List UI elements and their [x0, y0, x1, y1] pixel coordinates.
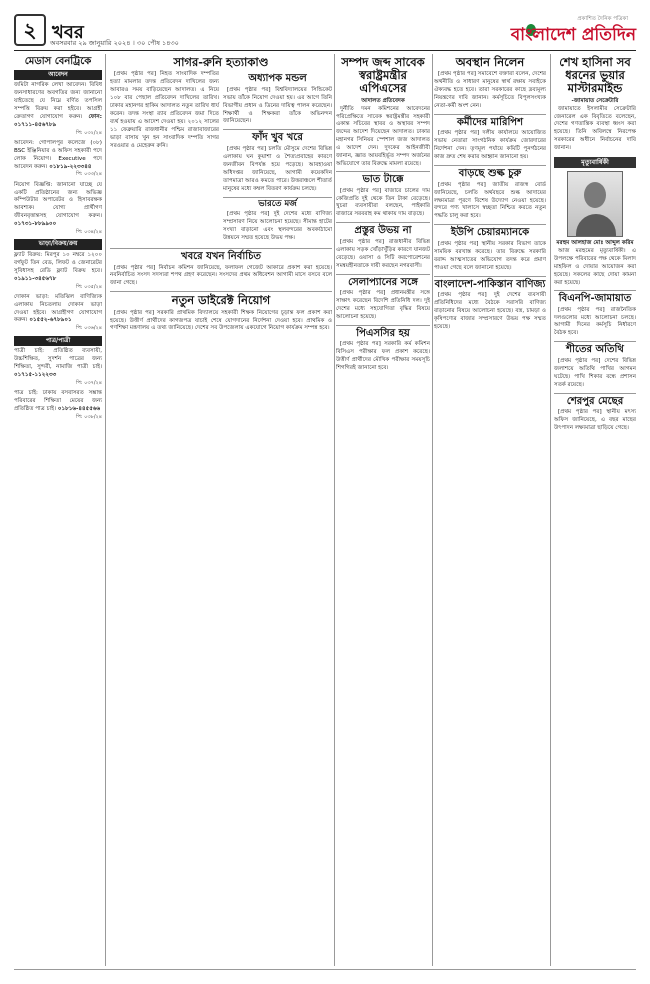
news-story [434, 224, 546, 272]
classified-text: দোকান ভাড়া: মতিঝিল বাণিজ্যিক এলাকায় নিচতলায় দোকান ভাড়া দেওয়া হইবে। আগ্রহীগণ যোগাযোগ করুন। [14, 293, 102, 324]
classified-text: নিয়োগ বিজ্ঞপ্তি: জানানো যাচ্ছে যে একটি প্রতিষ্ঠানের জন্য অভিজ্ঞ কম্পিউটার অপারেটর ও হিসাবরক্ষক আবশ্যক। যোগ্য প্রার্থীগণ জীবনবৃত্তান্তসহ যোগাযোগ করুন। [14, 181, 102, 220]
story-body: [প্রথম পৃষ্ঠার পর] সরকারি প্রাথমিক বিদ্যালয়ে সহকারী শিক্ষক নিয়োগের চূড়ান্ত ফল প্রকাশ করা হয়েছে। উত্তীর্ণ প্রার্থীদের কাগজপত্র যাচাই শেষে যোগদানের নির্দেশনা দেওয়া হবে। প্রাথমিক ও গণশিক্ষা মন্ত্রণালয় এ তথ্য জানিয়েছে। দেশের সব উপজেলায় একযোগে নিয়োগ কার্যক্রম সম্পন্ন হবে। [110, 309, 332, 332]
news-story [110, 291, 332, 333]
story-body: [প্রথম পৃষ্ঠার পর] রাজনৈতিক দলগুলোর মধ্যে আলোচনা চলছে। আগামী দিনের কর্মসূচি নির্ধারণে বৈঠক হবে। [554, 306, 636, 337]
classified-text: জমিটা নাগরিক লেখা আবেদন। বিবিধ জনসাধারণের অবগতির জন্য জানানো যাইতেছে যে নিম্নে বর্ণিত তপসিল সম্পত্তি বিক্রয় করা হইবে। আগ্রহী ক্রেতাগণ যোগাযোগ করুন। [14, 82, 102, 120]
page-number: ২ [14, 14, 46, 46]
middle-byline: আদালত প্রতিবেদক [361, 97, 405, 104]
story-body: [প্রথম পৃষ্ঠার পর] দেশের বিভিন্ন জলাশয়ে অতিথি পাখির আগমন ঘটেছে। পাখি শিকার বন্ধে প্রশাসন সতর্ক রয়েছে। [554, 357, 636, 388]
classified-ad [14, 182, 102, 237]
classified-ref: পি: ০৩৫/২৪ [75, 283, 102, 290]
classified-phone: ০১৯১১-৩৪৫৬৭৮ [14, 275, 57, 282]
story-body: [প্রথম পৃষ্ঠার পর] বিশ্ববিদ্যালয়ের সিন্ডিকেট সভায় তাঁকে নিয়োগ দেওয়া হয়। এর আগে তিনি বিভাগীয় প্রধান ও ডিনের দায়িত্ব পালন করেছেন। শিক্ষার্থী ও শিক্ষকরা তাঁকে অভিনন্দন জানিয়েছেন। [223, 86, 332, 125]
classified-text: পাত্রী চাই: প্রতিষ্ঠিত ব্যবসায়ী, উচ্চশিক্ষিত, সুদর্শন পাত্রের জন্য শিক্ষিতা, সুন্দরী, নামাজি পাত্রী চাই। [14, 348, 102, 370]
classified-phone: ০১৫৫২-৬৭৮৯০১ [29, 317, 72, 324]
side-column [550, 54, 636, 966]
classified-ref: পি: ০৩৩/২৪ [75, 171, 102, 178]
story-headline: বিএনপি-জামায়াত [554, 290, 636, 305]
story-headline: পিএসসির হয় [336, 325, 430, 340]
classified-ad [14, 140, 102, 179]
story-body: [প্রথম পৃষ্ঠার পর] প্রধানমন্ত্রীর সঙ্গে সাক্ষাৎ করেছেন বিদেশি প্রতিনিধি দল। দুই দেশের মধ্যে সহযোগিতা বৃদ্ধির বিষয়ে আলোচনা হয়েছে। [336, 290, 430, 320]
side-subheadline: -জামায়াত সেক্রেটারি [571, 97, 619, 104]
obituary-caption: মরহুম আলহাজ মোঃ আব্দুল করিম [556, 240, 634, 247]
story-headline: ভারতে মর্জ [223, 197, 332, 210]
classified-phone: ০১৮১৯-২২৩৩৪৪ [49, 163, 92, 170]
right-column [434, 54, 636, 966]
lead-headline: সাগর-রুনি হত্যাকাণ্ড [173, 55, 269, 69]
classifieds-title: মেডাস বেনট্রিকে [24, 56, 92, 67]
classified-phone: ০১৮১৬-৪৪৫৫৬৬ [57, 405, 101, 412]
news-story [434, 56, 546, 111]
column-divider [334, 54, 335, 966]
news-story [336, 171, 430, 219]
classified-phone: ০১৭৩১-৮৮৯৯০০ [14, 221, 57, 228]
middle-body: দুর্নীতি দমন কমিশনের আবেদনের পরিপ্রেক্ষিতে সাবেক স্বরাষ্ট্রমন্ত্রীর সহকারী একান্ত সচিবের স্থাবর ও অস্থাবর সম্পদ জব্দের আদেশ দিয়েছেন আদালত। ঢাকার মহানগর সিনিয়র স্পেশাল জজ আদালত এ আদেশ দেন। দুদকের আইনজীবী জানান, জ্ঞাত আয়বহির্ভূত সম্পদ অর্জনের অভিযোগে তার বিরুদ্ধে মামলা রয়েছে। [336, 105, 430, 168]
story-body: [প্রথম পৃষ্ঠার পর] দলীয় কার্যালয়ে আয়োজিত সভায় নেতারা সাংগঠনিক কার্যক্রম জোরদারের নির্দেশনা দেন। তৃণমূল পর্যায়ে কমিটি পুনর্গঠনের কাজ দ্রুত শেষ করার আহ্বান জানানো হয়। [434, 130, 546, 161]
story-headline: অধ্যাপক মন্ডল [248, 73, 307, 85]
news-story [223, 197, 332, 244]
classified-ref: পি: ০৩৪/২৪ [75, 229, 102, 236]
news-story [554, 341, 636, 389]
news-story [336, 325, 430, 373]
masthead-tagline: প্রকাশিত দৈনিক পত্রিকা [577, 16, 628, 22]
column-divider [432, 54, 433, 966]
masthead [510, 16, 636, 52]
news-story [554, 393, 636, 433]
right-stories [434, 54, 546, 966]
story-headline: শীতের অতিথি [554, 341, 636, 356]
story-headline: ফাঁদ খুব খরে [223, 129, 332, 144]
story-body: [প্রথম পৃষ্ঠার পর] সমাবেশে বক্তারা বলেন, দেশের অর্থনীতি ও সাধারণ মানুষের স্বার্থ রক্ষায় সবাইকে ঐক্যবদ্ধ হতে হবে। তারা সরকারের কাছে দ্রব্যমূল্য নিয়ন্ত্রণের দাবি জানান। কর্মসূচিতে বিপুলসংখ্যক নেতা-কর্মী অংশ নেন। [434, 71, 546, 109]
obituary-body: আজ মরহুমের মৃত্যুবার্ষিকী। এ উপলক্ষে পরিবারের পক্ষ থেকে মিলাদ মাহফিল ও দোয়ার আয়োজন করা হয়েছে। সকলের কাছে দোয়া কামনা করা হয়েছে। [554, 248, 636, 287]
section-title: খবর [52, 22, 84, 43]
middle-column [336, 54, 430, 966]
lead-body: [প্রথম পৃষ্ঠার পর] নিহত সাংবাদিক দম্পতির হত্যা মামলার তদন্ত প্রতিবেদন দাখিলের জন্য আবারও সময় বাড়িয়েছেন আদালত। এ নিয়ে ১০৮ বার পেছাল প্রতিবেদন দাখিলের তারিখ। ঢাকার মহানগর হাকিম আদালত নতুন তারিখ ধার্য করেন। তদন্ত সংস্থা র‌্যাব প্রতিবেদন জমা দিতে ব্যর্থ হওয়ায় এ আদেশ দেওয়া হয়। ২০১২ সালের ১১ ফেব্রুয়ারি রাজধানীর পশ্চিম রাজাবাজারের ভাড়া বাসায় খুন হন সাংবাদিক দম্পতি সাগর সরওয়ার ও মেহেরুন রুনি। [110, 71, 219, 149]
header-rule [14, 50, 636, 51]
story-headline: বাংলাদেশ-পাকিস্তান বাণিজ্য [434, 276, 546, 291]
story-headline: অবস্থান নিলেন [455, 55, 525, 69]
classified-phone: ফোন: ০১৭১১-৪৫৬৭৮৯ [14, 113, 102, 128]
classified-ad [14, 348, 102, 387]
classifieds-column [14, 54, 106, 966]
classified-section-heading: আবেদন [14, 70, 102, 81]
story-headline: শেরপুর মেছের [554, 393, 636, 408]
classified-ad [14, 82, 102, 137]
classified-text: আবেদন: গোপালপুর কলেজে (০৮) BSC ইঞ্জিনিয়ার ও অফিস সহকারী পদে লোক নিয়োগ। Executive পদে আবেদন করুন। [14, 139, 102, 170]
classified-text: ফ্ল্যাট বিক্রয়: মিরপুর ১০ নম্বরে ১২০০ বর্গফুট তিন বেড, লিফট ও জেনারেটর সুবিধাসহ রেডি ফ্ল্যাট বিক্রয় হবে। [14, 251, 102, 274]
classified-phone: ০১৭১৫-১১২২৩৩ [14, 371, 57, 378]
news-story [223, 73, 332, 126]
story-headline: ইউপি চেয়ারম্যানকে [434, 224, 546, 239]
news-story [434, 276, 546, 332]
news-story [336, 274, 430, 322]
classified-text: পাত্র চাই: ঢাকায় বসবাসরত সম্ভ্রান্ত পরিবারের শিক্ষিতা মেয়ের জন্য প্রতিষ্ঠিত পাত্র চাই। [14, 389, 102, 412]
story-headline: বাড়ছে শুল্ক চুরু [434, 165, 546, 180]
news-story [336, 222, 430, 270]
story-body: [প্রথম পৃষ্ঠার পর] বাজারে চালের দাম কেজিপ্রতি দুই থেকে তিন টাকা বেড়েছে। খুচরা ব্যবসায়ীরা বলছেন, পাইকারি বাজারে সরবরাহ কম থাকায় দাম বাড়ছে। [336, 187, 430, 218]
classified-ref: পি: ০৩২/২৪ [75, 129, 102, 136]
obituary-photo [567, 171, 623, 237]
classified-ad [14, 390, 102, 421]
story-body: [প্রথম পৃষ্ঠার পর] স্থানীয় মৎস্য অফিস জানিয়েছে, এ বছর মাছের উৎপাদন লক্ষ্যমাত্রা ছাড়িয়ে গেছে। [554, 409, 636, 431]
masthead-title: বাংলাদেশ প্রতিদিন [510, 25, 636, 45]
news-story [434, 114, 546, 162]
story-body: [প্রথম পৃষ্ঠার পর] দুই দেশের ব্যবসায়ী প্রতিনিধিদের মধ্যে বৈঠকে সরাসরি বাণিজ্য বাড়ানোর বিষয়ে আলোচনা হয়েছে। বস্ত্র, চামড়া ও কৃষিপণ্যের বাজার সম্প্রসারণে উভয় পক্ষ সম্মত হয়েছে। [434, 292, 546, 330]
side-headline: শেখ হাসিনা সব ধরনের ভুয়ার মাস্টারমাইন্ড [559, 55, 631, 96]
classified-ad [14, 294, 102, 333]
story-body: [প্রথম পৃষ্ঠার পর] নির্বাচন কমিশন জানিয়েছে, ফলাফল গেজেট আকারে প্রকাশ করা হয়েছে। নবনির্বাচিত সংসদ সদস্যরা শপথ গ্রহণ করেছেন। সংসদের প্রথম অধিবেশন আগামী মাসে বসবে বলে জানা গেছে। [110, 264, 332, 287]
news-story [434, 165, 546, 221]
side-body: জামায়াতে ইসলামীর সেক্রেটারি জেনারেল এক বিবৃতিতে বলেছেন, দেশের গণতান্ত্রিক ব্যবস্থা ধ্বংস করা হয়েছে। তিনি অবিলম্বে নিরপেক্ষ সরকারের অধীনে নির্বাচনের দাবি জানান। [554, 105, 636, 152]
classified-section-heading: পাত্র/পাত্রী [14, 336, 102, 347]
obituary-heading: মৃত্যুবার্ষিকী [554, 157, 636, 168]
main-column [110, 54, 332, 966]
story-body: [প্রথম পৃষ্ঠার পর] চলতি মৌসুমে দেশের বিভিন্ন এলাকায় ঘন কুয়াশা ও শৈত্যপ্রবাহের কারণে জনজীবন বিপর্যস্ত হয়ে পড়েছে। আবহাওয়া অধিদপ্তর জানিয়েছে, আগামী কয়েকদিন তাপমাত্রা আরও কমতে পারে। উত্তরাঞ্চলে শীতার্ত মানুষের মধ্যে কম্বল বিতরণ কার্যক্রম চলছে। [223, 145, 332, 192]
story-body: [প্রথম পৃষ্ঠার পর] দুই দেশের মধ্যে বাণিজ্য সম্প্রসারণ নিয়ে আলোচনা হয়েছে। সীমান্ত হাটের সংখ্যা বাড়ানো এবং স্থলবন্দরের অবকাঠামো উন্নয়নে সম্মত হয়েছে উভয় পক্ষ। [223, 211, 332, 242]
story-body: [প্রথম পৃষ্ঠার পর] রাজধানীর বিভিন্ন এলাকায় সড়ক খোঁড়াখুঁড়ির কারণে যানজট বেড়েছে। ওয়াসা ও সিটি করপোরেশনের সমন্বয়হীনতাকে দায়ী করছেন নগরবাসী। [336, 238, 430, 269]
news-story [223, 129, 332, 193]
classified-ref: পি: ০৩৬/২৪ [75, 325, 102, 332]
footer-rule [14, 969, 636, 970]
story-headline: কর্মীদের মারিপিশ [434, 114, 546, 129]
story-headline: ভাত টাক্কে [336, 171, 430, 186]
news-story [110, 248, 332, 288]
story-headline: প্রস্তুর উভয় না [336, 222, 430, 237]
story-body: [প্রথম পৃষ্ঠার পর] জাতীয় রাজস্ব বোর্ড জানিয়েছে, চলতি অর্থবছরে শুল্ক আদায়ের লক্ষ্যমাত্রা পূরণে বিশেষ উদ্যোগ নেওয়া হয়েছে। বন্দরে পণ্য খালাসে স্বচ্ছতা নিশ্চিত করতে নতুন পদ্ধতি চালু করা হবে। [434, 181, 546, 220]
news-story [554, 290, 636, 338]
story-headline: খবরে যখন নির্বাচিত [110, 248, 332, 263]
classified-ref: পি: ০৩৭/২৪ [75, 379, 102, 386]
story-headline: সেলাপ্যানের সঙ্গে [336, 274, 430, 289]
classified-ref: পি: ০৩৮/২৪ [75, 413, 102, 420]
story-body: [প্রথম পৃষ্ঠার পর] স্থানীয় সরকার বিভাগ তাকে সাময়িক বরখাস্ত করেছে। তার বিরুদ্ধে সরকারি বরাদ্দ আত্মসাতের অভিযোগ তদন্ত করে প্রমাণ পাওয়া গেছে বলে জানানো হয়েছে। [434, 240, 546, 271]
story-body: [প্রথম পৃষ্ঠার পর] সরকারি কর্ম কমিশন বিসিএস পরীক্ষার ফল প্রকাশ করেছে। উত্তীর্ণ প্রার্থীদের মৌখিক পরীক্ষার সময়সূচি শিগগিরই জানানো হবে। [336, 341, 430, 372]
dateline: অবসরবার ২৯ জানুয়ারি ২০২৪ । ৩০ পৌষ ১৪৩০ [50, 39, 179, 47]
middle-headline: সম্পদ জব্দ সাবেক স্বরাষ্ট্রমন্ত্রীর এপিএসের [341, 55, 425, 96]
classified-ad [14, 252, 102, 291]
story-headline: নতুন ডাইরেক্ট নিয়োগ [110, 291, 332, 307]
classified-section-heading: ভাড়া/বিক্রয়/ক্রয় [14, 239, 102, 250]
